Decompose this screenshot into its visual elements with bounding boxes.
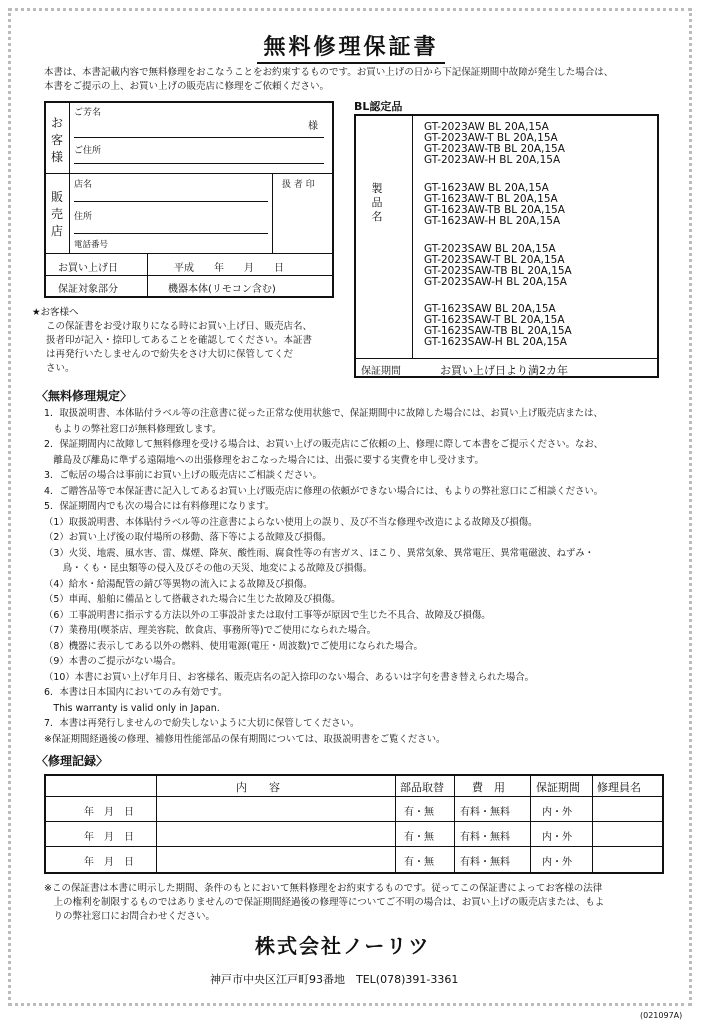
repair-row-cost: 有料・無料 bbox=[460, 832, 510, 843]
model-item: GT-1623AW-TB BL 20A,15A bbox=[424, 204, 565, 216]
company-name: 株式会社ノーリツ bbox=[255, 934, 431, 958]
rule-line: This warranty is valid only in Japan. bbox=[44, 702, 220, 714]
model-item: GT-1623AW-T BL 20A,15A bbox=[424, 193, 558, 205]
rule-line: （6）工事説明書に指示する方法以外の工事設計または取付工事等が原因で生じた不具合、故障及び損傷。 bbox=[44, 609, 491, 621]
repair-row-parts: 有・無 bbox=[404, 807, 434, 818]
page-title: 無料修理保証書 bbox=[0, 30, 702, 61]
warranty-period-label: 保証期間 bbox=[361, 366, 401, 377]
repair-header-content: 内 容 bbox=[236, 781, 280, 794]
document-code: (021097A) bbox=[640, 1011, 683, 1020]
rule-line: 離島及び離島に準ずる遠隔地への出張修理をおこなった場合には、出張に要する実費を申し受けます。 bbox=[44, 454, 484, 466]
model-group bbox=[424, 122, 565, 166]
bl-heading: BL認定品 bbox=[354, 100, 403, 113]
model-item: GT-1623AW BL 20A,15A bbox=[424, 182, 549, 194]
footer-line: ※この保証書は本書に明示した期間、条件のもとにおいて無料修理をお約束するものです。従ってこの保証書によってお客様の法律 bbox=[44, 883, 603, 894]
model-item: GT-2023SAW-T BL 20A,15A bbox=[424, 254, 565, 266]
address-label: ご住所 bbox=[74, 146, 102, 156]
rule-line: （1）取扱説明書、本体貼付ラベル等の注意書によらない使用上の誤り、及び不当な修理や改造による故障及び損傷。 bbox=[44, 516, 538, 528]
purchase-date-label: お買い上げ日 bbox=[58, 263, 118, 274]
model-item: GT-2023AW BL 20A,15A bbox=[424, 121, 549, 133]
model-item: GT-2023AW-H BL 20A,15A bbox=[424, 154, 561, 166]
bl-products-table bbox=[354, 114, 659, 378]
footer-line: りの弊社窓口にお問合わせください。 bbox=[44, 911, 216, 922]
repair-row-period: 内・外 bbox=[542, 807, 572, 818]
rule-line: 4．ご贈答品等で本保証書に記入してあるお買い上げ販売店に修理の依頼ができない場合には、もよりの弊社窓口にご相談ください。 bbox=[44, 485, 604, 497]
honorific: 様 bbox=[308, 121, 318, 132]
model-item: GT-1623SAW-TB BL 20A,15A bbox=[424, 325, 572, 337]
repair-header-repairer: 修理員名 bbox=[597, 781, 641, 794]
coverage-label: 保証対象部分 bbox=[58, 284, 118, 295]
repair-row-parts: 有・無 bbox=[404, 857, 434, 868]
model-item: GT-1623AW-H BL 20A,15A bbox=[424, 215, 561, 227]
intro-text bbox=[44, 66, 664, 94]
repair-heading: 〈修理記録〉 bbox=[36, 754, 109, 768]
footer-note bbox=[44, 882, 664, 924]
repair-header-period: 保証期間 bbox=[536, 781, 580, 794]
rule-line: （9）本書のご提示がない場合。 bbox=[44, 656, 182, 667]
rule-line: ※保証期間経過後の修理、補修用性能部品の保有期間については、取扱説明書をご覧ください。 bbox=[44, 733, 446, 745]
warranty-period-value: お買い上げ日より満2カ年 bbox=[440, 364, 568, 377]
store-label: 販売店 bbox=[50, 190, 63, 238]
intro-line: 本書は、本書記載内容で無料修理をおこなうことをお約束するものです。お買い上げの日から下記保証期間中故障が発生した場合は、 bbox=[44, 67, 614, 78]
store-name-label: 店名 bbox=[74, 180, 93, 190]
repair-header-cost: 費 用 bbox=[472, 781, 505, 794]
coverage-value: 機器本体(リモコン含む) bbox=[168, 284, 276, 295]
product-name-label: 製品名 bbox=[371, 182, 383, 223]
rule-line: （8）機器に表示してある以外の燃料、使用電源(電圧・周波数)でご使用になられた場合。 bbox=[44, 640, 423, 652]
repair-row-parts: 有・無 bbox=[404, 832, 434, 843]
customer-label: お客様 bbox=[50, 116, 63, 164]
model-item: GT-1623SAW-H BL 20A,15A bbox=[424, 336, 567, 348]
rule-line: （2）お買い上げ後の取付場所の移動、落下等による故障及び損傷。 bbox=[44, 532, 332, 543]
repair-row-period: 内・外 bbox=[542, 857, 572, 868]
model-group bbox=[424, 183, 565, 227]
rule-line: 1．取扱説明書、本体貼付ラベル等の注意書に従った正常な使用状態で、保証期間中に故障した場合には、お買い上げ販売店または、 bbox=[44, 408, 603, 419]
model-group bbox=[424, 304, 572, 348]
purchase-date-value: 平成 年 月 日 bbox=[174, 263, 284, 274]
repair-row-date: 年 月 日 bbox=[84, 832, 134, 843]
model-item: GT-1623SAW-T BL 20A,15A bbox=[424, 314, 565, 326]
rules-list bbox=[44, 406, 669, 747]
rule-line: 5．保証期間内でも次の場合には有料修理になります。 bbox=[44, 501, 275, 512]
rule-line: 6．本書は日本国内においてのみ有効です。 bbox=[44, 687, 228, 698]
customer-table bbox=[44, 101, 334, 298]
model-item: GT-1623SAW BL 20A,15A bbox=[424, 303, 556, 315]
rule-line: （7）業務用(喫茶店、理美容院、飲食店、事務所等)でご使用になられた場合。 bbox=[44, 625, 377, 636]
note-line: さい。 bbox=[46, 363, 75, 374]
model-item: GT-2023AW-T BL 20A,15A bbox=[424, 132, 558, 144]
model-group bbox=[424, 244, 572, 288]
rule-line: もよりの弊社窓口が無料修理致します。 bbox=[44, 423, 222, 435]
rule-line: （10）本書にお買い上げ年月日、お客様名、販売店名の記入捺印のない場合、あるいは字句を書き替えられた場合。 bbox=[44, 671, 535, 683]
rule-line: （4）給水・給湯配管の錆び等異物の流入による故障及び損傷。 bbox=[44, 578, 313, 590]
rules-heading: 〈無料修理規定〉 bbox=[36, 389, 133, 403]
intro-line: 本書をご提示の上、お買い上げの販売店に修理をご依頼ください。 bbox=[44, 81, 330, 92]
repair-row-date: 年 月 日 bbox=[84, 857, 134, 868]
phone-label: 電話番号 bbox=[74, 240, 109, 250]
repair-row-cost: 有料・無料 bbox=[460, 807, 510, 818]
repair-header-parts: 部品取替 bbox=[400, 781, 444, 794]
name-label: ご芳名 bbox=[74, 108, 102, 118]
note-line: この保証書をお受け取りになる時にお買い上げ日、販売店名、 bbox=[46, 321, 313, 332]
rule-line: （3）火災、地震、風水害、雷、煤煙、降灰、酸性雨、腐食性等の有害ガス、ほこり、異常気象、異常電圧、異常電磁波、ねずみ・ bbox=[44, 547, 595, 559]
repair-record-table bbox=[44, 774, 664, 874]
note-heading: ★お客様へ bbox=[32, 307, 79, 318]
rule-line: 7．本書は再発行しませんので紛失しないように大切に保管してください。 bbox=[44, 718, 360, 729]
customer-note bbox=[32, 306, 344, 376]
rule-line: 3．ご転居の場合は事前にお買い上げの販売店にご相談ください。 bbox=[44, 470, 322, 481]
stamp-label: 扱 者 印 bbox=[282, 180, 315, 190]
model-item: GT-2023AW-TB BL 20A,15A bbox=[424, 143, 565, 155]
model-item: GT-2023SAW-TB BL 20A,15A bbox=[424, 265, 572, 277]
rule-line: （5）車両、船舶に備品として搭載された場合に生じた故障及び損傷。 bbox=[44, 594, 341, 605]
repair-row-period: 内・外 bbox=[542, 832, 572, 843]
repair-row-date: 年 月 日 bbox=[84, 807, 134, 818]
footer-line: 上の権利を制限するものではありませんので保証期間経過後の修理等についてご不明の場合は、お買い上げの販売店または、もよ bbox=[44, 897, 605, 908]
rule-line: 2．保証期間内に故障して無料修理を受ける場合は、お買い上げの販売店にご依頼の上、修理に際して本書をご提示ください。なお、 bbox=[44, 439, 604, 450]
company-address: 神戸市中央区江戸町93番地 TEL(078)391-3361 bbox=[210, 973, 459, 986]
model-item: GT-2023SAW BL 20A,15A bbox=[424, 243, 556, 255]
note-line: は再発行いたしませんので紛失をさけ大切に保管してくだ bbox=[46, 349, 294, 360]
note-line: 扱者印が記入・捺印してあることを確認してください。本証書 bbox=[46, 335, 313, 346]
repair-row-cost: 有料・無料 bbox=[460, 857, 510, 868]
store-address-label: 住所 bbox=[74, 212, 93, 222]
model-item: GT-2023SAW-H BL 20A,15A bbox=[424, 276, 567, 288]
rule-line: 鳥・くも・昆虫類等の侵入及びその他の天災、地変による故障及び損傷。 bbox=[44, 563, 373, 574]
